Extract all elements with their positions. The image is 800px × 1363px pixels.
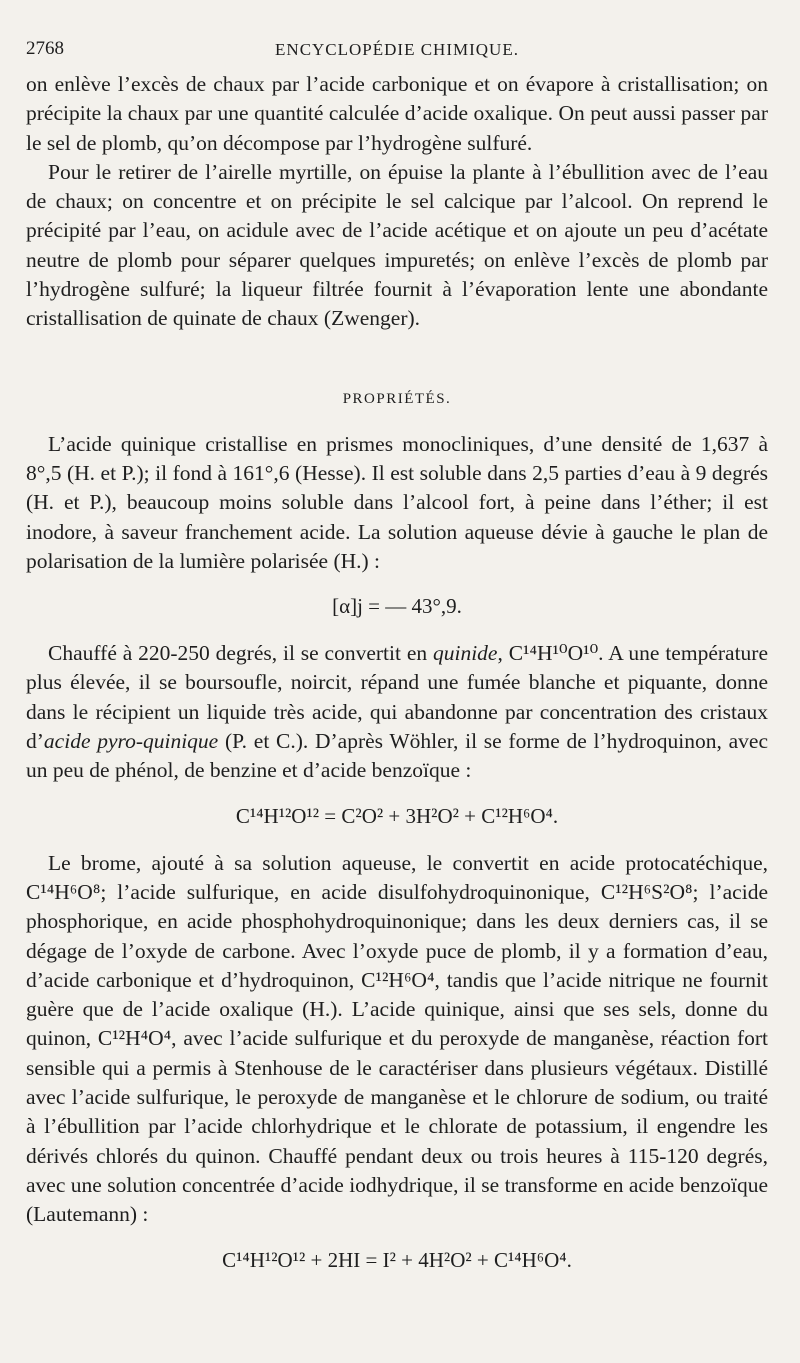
formula-decomposition: C¹⁴H¹²O¹² = C²O² + 3H²O² + C¹²H⁶O⁴. [235, 803, 559, 828]
page-body [26, 70, 768, 1293]
formula-reduction: C¹⁴H¹²O¹² + 2HI = I² + 4H²O² + C¹⁴H⁶O⁴. [222, 1247, 572, 1272]
paragraph-crystallization: L’acide quinique cristallise en prismes monocliniques, d’une densité de 1,637 à 8°,5 (H. et P.); il fond à 161°,6 (Hesse). Il est soluble dans 2,5 parties d’eau à 9 degrés (H. et P.), beaucoup moins soluble dans l’alcool fort, à peine dans l’éther; il est inodore, à saveur franchement acide. La solution aqueuse dévie à gauche le plan de polarisation de la lumière polarisée (H.) : [26, 431, 768, 573]
text-run: (P. et C.). D’après Wöhler, il se forme de l’hydroquinon, avec un peu de phénol, de benzine et d’acide benzoïque : [26, 729, 768, 783]
term-pyro-quinique: acide pyro-quinique [43, 729, 219, 754]
paragraph-continuation: on enlève l’excès de chaux par l’acide carbonique et on évapore à cristallisation; on précipite la chaux par une quantité calculée d’acide oxalique. On peut aussi passer par le sel de plomb, qu’on décompose par l’hydrogène sulfuré. [26, 72, 768, 155]
paragraph-myrtille: Pour le retirer de l’airelle myrtille, on épuise la plante à l’ébullition avec de l’eau de chaux; on concentre et on précipite le sel calcique par l’alcool. On reprend le précipité par l’eau, on acidule avec de l’acide acétique et on ajoute un peu d’acétate neutre de plomb pour séparer quelques impuretés; on enlève l’excès de plomb par l’hydrogène sulfuré; la liqueur filtrée fournit à l’évaporation lente une abondante cristallisation de quinate de chaux (Zwenger). [26, 159, 768, 331]
page-number: 2768 [26, 38, 64, 59]
page-header [26, 38, 768, 66]
paragraph-heating [26, 639, 768, 785]
running-title: ENCYCLOPÉDIE CHIMIQUE. [275, 40, 519, 59]
section-heading: PROPRIÉTÉS. [342, 390, 452, 407]
text-run: Chauffé à 220-250 degrés, il se convertit en [48, 641, 433, 666]
paragraph-reactions: Le brome, ajouté à sa solution aqueuse, le convertit en acide protocatéchique, C¹⁴H⁶O⁸; l’acide sulfurique, en acide disulfohydroquinonique, C¹²H⁶S²O⁸; l’acide phosphorique, en acide phosphohydroquinonique; dans les deux derniers cas, il se dégage de l’oxyde de carbone. Avec l’oxyde puce de plomb, il y a formation d’eau, d’acide carbonique et d’hydroquinon, C¹²H⁶O⁴, tandis que l’acide nitrique ne fournit guère que de l’acide oxalique (H.). L’acide quinique, ainsi que ses sels, donne du quinon, C¹²H⁴O⁴, avec l’acide sulfurique et du peroxyde de manganèse, réaction fort sensible qui a permis à Stenhouse de le caractériser dans plusieurs végétaux. Distillé avec l’acide sulfurique, le peroxyde de manganèse et le chlorure de sodium, ou traité à l’ébullition par l’acide chlorhydrique et le chlorate de potassium, il engendre les dérivés chlorés du quinon. Chauffé pendant deux ou trois heures à 115-120 degrés, avec une solution concentrée d’acide iodhydrique, il se transforme en acide benzoïque (Lautemann) : [26, 850, 768, 1227]
term-quinide: quinide [432, 641, 498, 666]
formula-rotation: [α]j = — 43°,9. [332, 594, 462, 619]
text-run: , C¹⁴H¹⁰O¹⁰. A une température plus élevée, il se boursoufle, noircit, répand une fumée blanche et piquante, donne dans le récipient un liquide très acide, qui abandonne par concentration des cristaux d’ [26, 641, 768, 754]
